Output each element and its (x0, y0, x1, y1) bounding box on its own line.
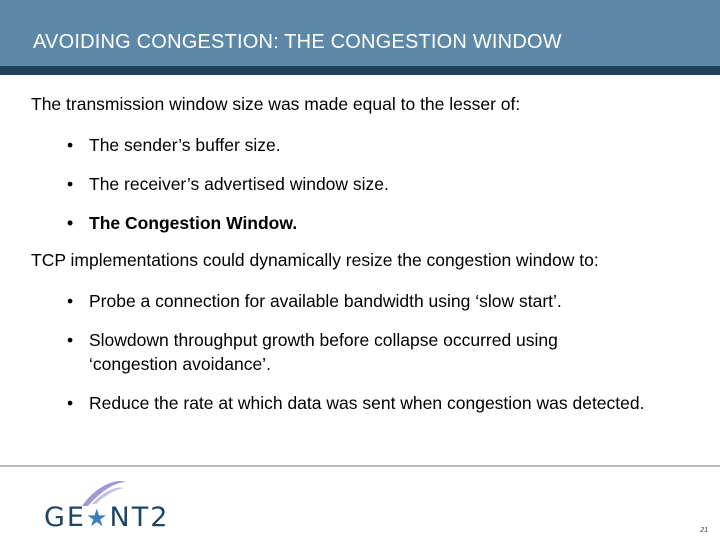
bullet-icon: • (67, 213, 74, 233)
header-divider-bar (0, 66, 720, 75)
bullet-icon: • (67, 291, 74, 311)
list-item-text: The sender’s buffer size. (89, 135, 281, 155)
bullet-icon: • (67, 393, 74, 413)
list-item (67, 133, 697, 157)
bullet-icon: • (67, 330, 74, 350)
star-icon: ★ (85, 504, 110, 532)
intro-paragraph: The transmission window size was made equal to the lesser of: (31, 94, 521, 114)
list-item-text: The receiver’s advertised window size. (89, 174, 389, 194)
list-item (67, 211, 697, 235)
list-item-text: Probe a connection for available bandwidth using ‘slow start’. (89, 291, 562, 311)
logo-text-left: GE (44, 502, 86, 533)
list-item-text: Slowdown throughput growth before collapse occurred using ‘congestion avoidance’. (89, 330, 558, 374)
bullet-icon: • (67, 135, 74, 155)
list-item-text: Reduce the rate at which data was sent when congestion was detected. (89, 393, 645, 413)
list-item (67, 289, 697, 313)
list-item (67, 172, 697, 196)
bullet-icon: • (67, 174, 74, 194)
page-number: 21 (700, 527, 708, 534)
slide-title: AVOIDING CONGESTION: THE CONGESTION WINDOW (33, 31, 562, 53)
logo-text-right: NT2 (109, 502, 170, 533)
slide-header (0, 0, 720, 66)
list-item (67, 391, 647, 415)
second-paragraph: TCP implementations could dynamically resize the congestion window to: (31, 250, 599, 270)
geant2-logo (44, 476, 184, 532)
list-item (67, 328, 647, 376)
footer-divider (0, 465, 720, 467)
list-item-text: The Congestion Window. (89, 213, 298, 233)
logo-text (44, 502, 169, 533)
